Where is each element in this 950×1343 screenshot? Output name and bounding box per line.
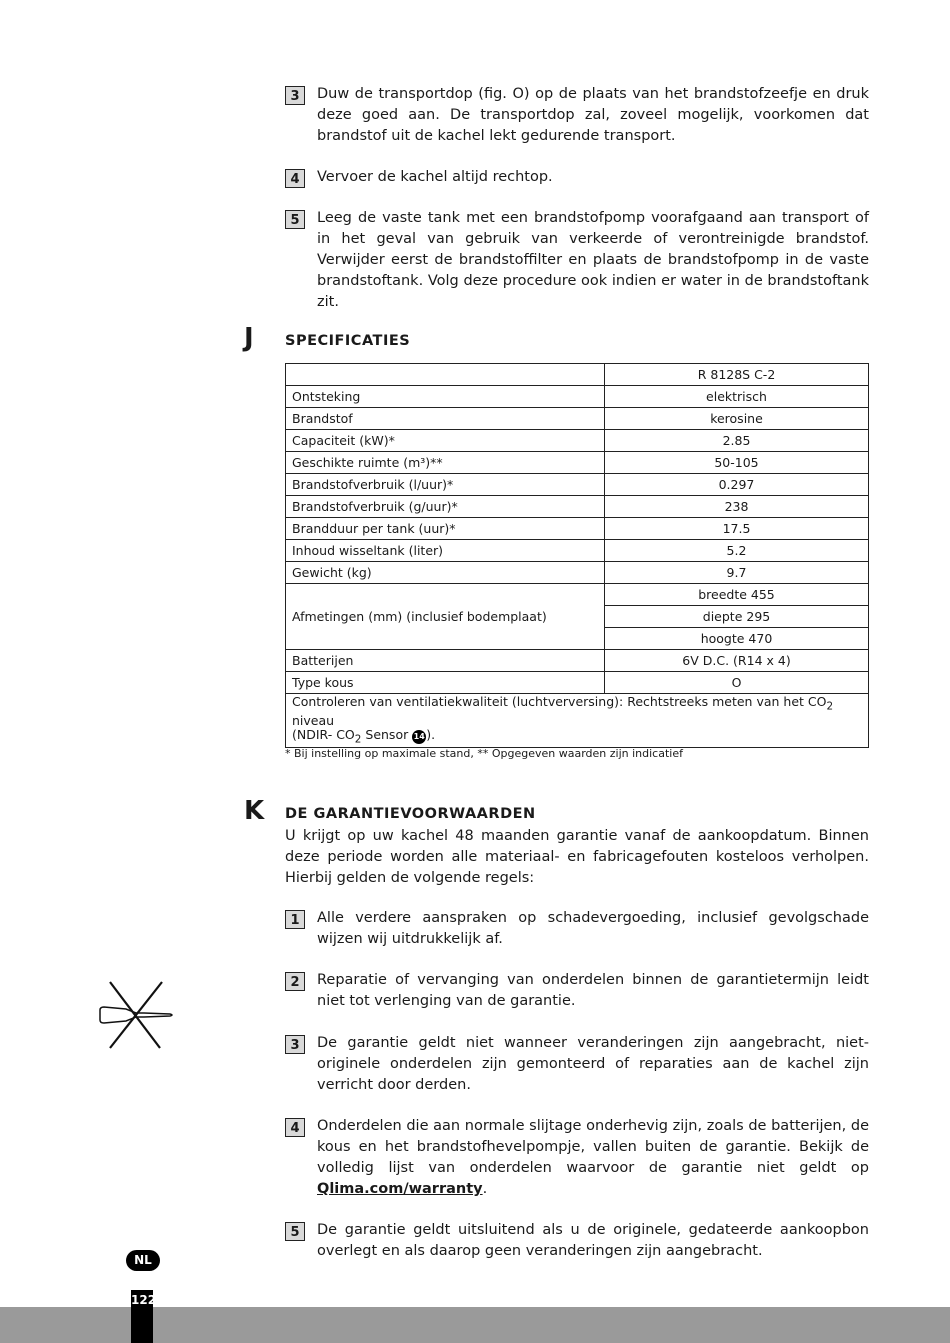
rule-number: 1: [285, 910, 305, 929]
no-screwdriver-icon: [96, 980, 176, 1050]
warranty-link[interactable]: Qlima.com/warranty: [317, 1181, 483, 1197]
warranty-rule-5: [285, 1220, 869, 1262]
section-letter-k: K: [244, 796, 265, 826]
table-row: [286, 540, 869, 562]
warranty-rule-2: [285, 970, 869, 1012]
transport-step-3: [285, 84, 869, 147]
page-number: 122: [131, 1290, 153, 1343]
spec-label: Batterijen: [286, 650, 605, 672]
spec-value: 5.2: [605, 540, 869, 562]
model-cell: R 8128S C-2: [605, 364, 869, 386]
step-text: Vervoer de kachel altijd rechtop.: [317, 169, 553, 185]
step-text: Duw de transportdop (fig. O) op de plaats van het brandstofzeefje en druk deze goed aan. De transportdop zal, zoveel mogelijk, voorkomen dat brandstof uit de kachel lekt gedurende transport.: [317, 86, 869, 144]
ventilation-note: Controleren van ventilatiekwaliteit (luchtverversing): Rechtstreeks meten van het $CO_2$ niveau (NDIR- $CO_2$ Sensor 14).: [286, 694, 869, 748]
spec-value: 9.7: [605, 562, 869, 584]
spec-label: Capaciteit (kW)*: [286, 430, 605, 452]
rule-number: 3: [285, 1035, 305, 1054]
spec-value: elektrisch: [605, 386, 869, 408]
spec-label: Brandstofverbruik (g/uur)*: [286, 496, 605, 518]
spec-table: [285, 363, 869, 748]
table-row: [286, 518, 869, 540]
spec-label: Ontsteking: [286, 386, 605, 408]
warranty-intro: U krijgt op uw kachel 48 maanden garantie vanaf de aankoopdatum. Binnen deze periode worden alle materiaal- en fabricagefouten kosteloos verholpen. Hierbij gelden de volgende regels:: [285, 828, 869, 886]
table-footnote: * Bij instelling op maximale stand, ** Opgegeven waarden zijn indicatief: [285, 747, 683, 760]
dimension-width: breedte 455: [605, 584, 869, 606]
step-number: 5: [285, 210, 305, 229]
dimension-height: hoogte 470: [605, 628, 869, 650]
table-row: [286, 694, 869, 748]
language-badge: NL: [126, 1250, 160, 1271]
spec-value: 238: [605, 496, 869, 518]
spec-value: O: [605, 672, 869, 694]
table-row: [286, 452, 869, 474]
section-title-garantie: DE GARANTIEVOORWAARDEN: [285, 806, 536, 822]
spec-value: 6V D.C. (R14 x 4): [605, 650, 869, 672]
rule-text: De garantie geldt niet wanneer veranderingen zijn aangebracht, niet-originele onderdelen zijn gemonteerd of reparaties aan de kachel zijn verricht door derden.: [317, 1035, 869, 1093]
spec-value: 50-105: [605, 452, 869, 474]
spec-label: Gewicht (kg): [286, 562, 605, 584]
rule-text: Onderdelen die aan normale slijtage onderhevig zijn, zoals de batterijen, de kous en het brandstofhevelpompje, vallen buiten de garantie. Bekijk de volledig lijst van onderdelen waarvoor de garantie niet geldt op Qlima.com/warranty.: [317, 1118, 869, 1197]
table-row: [286, 430, 869, 452]
spec-label: Geschikte ruimte (m³)**: [286, 452, 605, 474]
warranty-rule-1: [285, 908, 869, 950]
table-row: [286, 496, 869, 518]
transport-step-4: [285, 167, 869, 188]
warranty-rule-3: [285, 1033, 869, 1096]
section-title-specificaties: SPECIFICATIES: [285, 333, 411, 349]
rule-number: 2: [285, 972, 305, 991]
rule-text: Alle verdere aanspraken op schadevergoeding, inclusief gevolgschade wijzen wij uitdrukkelijk af.: [317, 910, 869, 947]
sensor-number-badge: 14: [412, 730, 426, 744]
table-row: [286, 364, 869, 386]
spec-label: Brandstof: [286, 408, 605, 430]
table-row: [286, 584, 869, 606]
table-row: [286, 386, 869, 408]
table-row: [286, 650, 869, 672]
step-number: 4: [285, 169, 305, 188]
table-row: [286, 672, 869, 694]
rule-text: Reparatie of vervanging van onderdelen binnen de garantietermijn leidt niet tot verlenging van de garantie.: [317, 972, 869, 1009]
spec-value: 2.85: [605, 430, 869, 452]
header-empty-cell: [286, 364, 605, 386]
spec-value: kerosine: [605, 408, 869, 430]
spec-label: Type kous: [286, 672, 605, 694]
table-row: [286, 562, 869, 584]
transport-step-5: [285, 208, 869, 313]
spec-value: 17.5: [605, 518, 869, 540]
warranty-rule-4: [285, 1116, 869, 1200]
spec-label: Inhoud wisseltank (liter): [286, 540, 605, 562]
rule-number: 5: [285, 1222, 305, 1241]
section-letter-j: J: [244, 323, 254, 353]
step-text: Leeg de vaste tank met een brandstofpomp voorafgaand aan transport of in het geval van gebruik van verkeerde of verontreinigde brandstof. Verwijder eerst de brandstoffilter en plaats de brandstofpomp in de vaste brandstoftank. Volg deze procedure ook indien er water in de brandstoftank zit.: [317, 210, 869, 310]
dimensions-label: Afmetingen (mm) (inclusief bodemplaat): [286, 584, 605, 650]
spec-value: 0.297: [605, 474, 869, 496]
table-row: [286, 408, 869, 430]
step-number: 3: [285, 86, 305, 105]
dimension-depth: diepte 295: [605, 606, 869, 628]
rule-text: De garantie geldt uitsluitend als u de originele, gedateerde aankoopbon overlegt en als daarop geen veranderingen zijn aangebracht.: [317, 1222, 869, 1259]
spec-label: Brandduur per tank (uur)*: [286, 518, 605, 540]
table-row: [286, 474, 869, 496]
rule-number: 4: [285, 1118, 305, 1137]
spec-label: Brandstofverbruik (l/uur)*: [286, 474, 605, 496]
